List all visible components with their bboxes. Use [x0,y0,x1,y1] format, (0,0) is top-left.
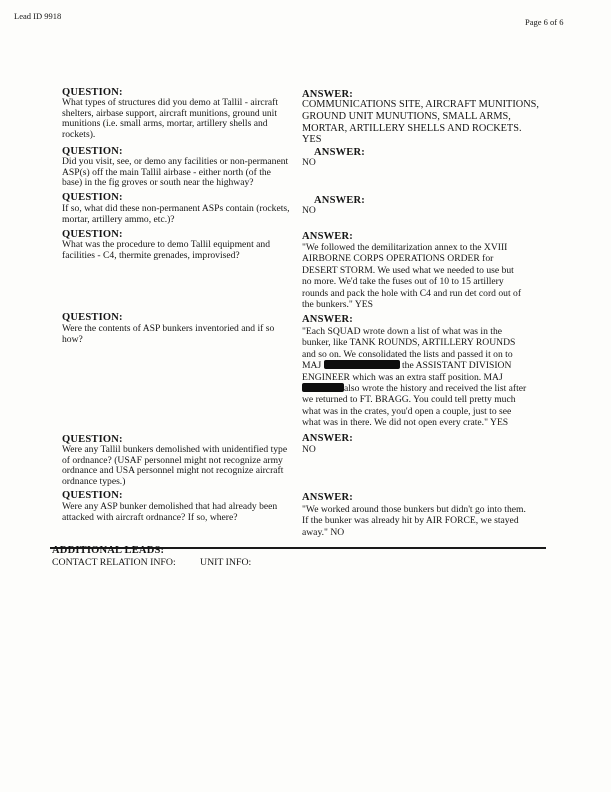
answer-text: "Each SQUAD wrote down a list of what was in the bunker, like TANK ROUNDS, ARTILLERY ROUNDS and so on. We consolidated the lists and passed it on to MAJ the ASSISTANT DIVISION ENGINEER which was an extra staff position. MAJ also wrote the history and received the list after we returned to FT. BRAGG. You could tell pretty much what was in the crates, you'd open a couple, just to see what was in there. We did not open every crate." YES [302,326,527,429]
answer-text: "We worked around those bunkers but didn't go into them. If the bunker was already hit by AIR FORCE, we stayed away." NO [302,504,526,538]
answer-label: ANSWER: [302,492,353,503]
question-label: QUESTION: [62,434,123,445]
question-label: QUESTION: [62,490,123,501]
question-text: Were any Tallil bunkers demolished with unidentified type of ordnance? (USAF personnel might not recognize army ordnance and USA personnel might not recognize aircraft ordnance types.) [62,444,288,487]
answer-text: NO [302,444,316,455]
answer-text: "We followed the demilitarization annex to the XVIII AIRBORNE CORPS OPERATIONS ORDER for DESERT STORM. We used what we needed to use but no more. We'd take the fuses out of 10 to 15 artillery rounds and pack the hole with C4 and run det cord out of the bunkers." YES [302,242,522,311]
additional-leads-heading: ADDITIONAL LEADS: [52,545,165,556]
answer-label: ANSWER: [302,314,353,325]
answer-label: ANSWER: [314,147,365,158]
question-label: QUESTION: [62,229,123,240]
question-label: QUESTION: [62,146,123,157]
answer-label: ANSWER: [302,433,353,444]
question-label: QUESTION: [62,87,123,98]
question-label: QUESTION: [62,312,123,323]
redaction-bar [302,383,344,392]
question-text: What types of structures did you demo at Tallil - aircraft shelters, airbase support, aircraft munitions, ground unit munitions (i.e. small arms, mortar, artillery shells and rockets). [62,97,279,140]
question-text: Were the contents of ASP bunkers inventoried and if so how? [62,323,275,345]
unit-info-label: UNIT INFO: [200,557,252,568]
question-label: QUESTION: [62,192,123,203]
page-indicator: Page 6 of 6 [525,17,564,27]
lead-id: Lead ID 9918 [14,11,62,21]
question-text: Did you visit, see, or demo any facilities or non-permanent ASP(s) off the main Tallil airbase - either north (of the base) in the fig groves or south near the highway? [62,156,289,189]
answer-text: COMMUNICATIONS SITE, AIRCRAFT MUNITIONS, GROUND UNIT MUNUTIONS, SMALL ARMS, MORTAR, ARTILLERY SHELLS AND ROCKETS. YES [302,99,539,146]
answer-label: ANSWER: [314,195,365,206]
contact-relation-label: CONTACT RELATION INFO: [52,557,176,568]
answer-text: NO [302,157,316,168]
answer-text: NO [302,205,316,216]
question-text: If so, what did these non-permanent ASPs contain (rockets, mortar, artillery ammo, etc.)? [62,203,290,225]
question-text: What was the procedure to demo Tallil equipment and facilities - C4, thermite grenades, improvised? [62,239,271,261]
question-text: Were any ASP bunker demolished that had already been attacked with aircraft ordnance? If so, where? [62,501,278,523]
redaction-bar [324,360,400,369]
answer-label: ANSWER: [302,89,353,100]
answer-label: ANSWER: [302,231,353,242]
